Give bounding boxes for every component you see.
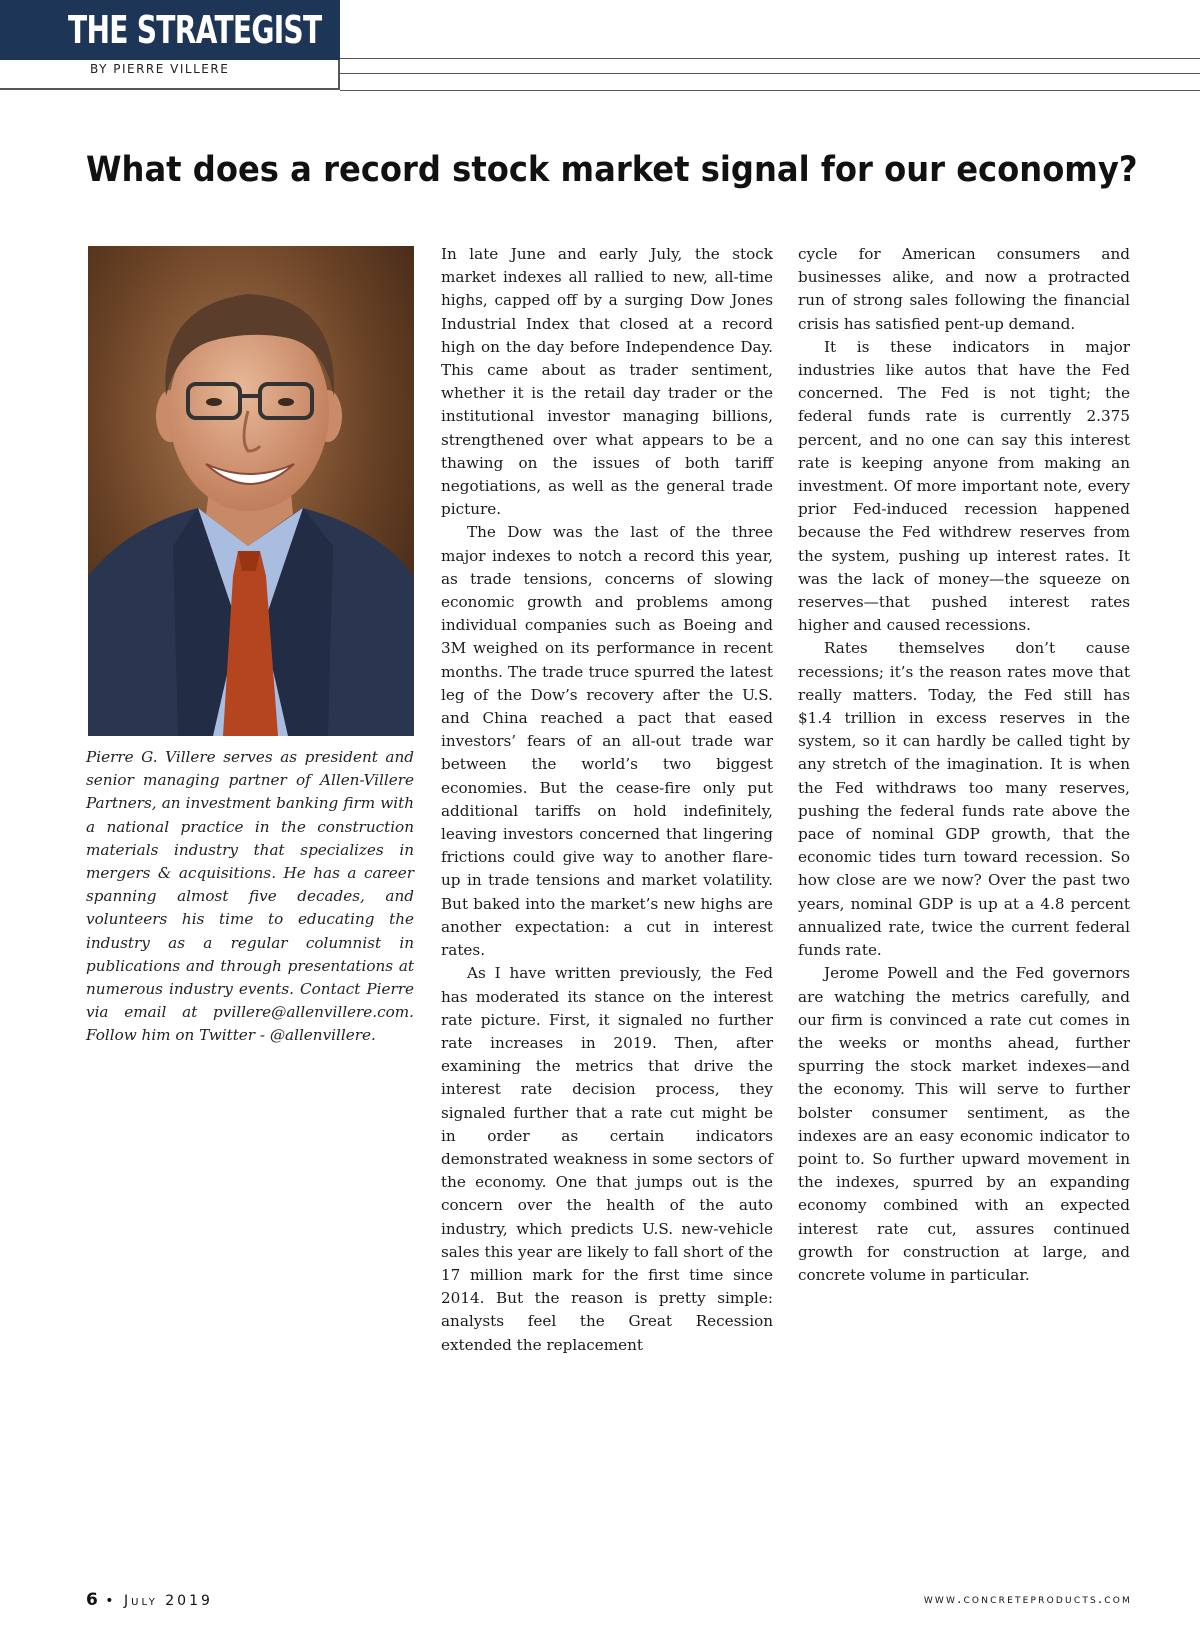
portrait-image bbox=[88, 246, 414, 736]
paragraph: Rates themselves don’t cause recessions; it’s the reason rates move that really matters. Today, the Fed still has $1.4 trillion in excess reserves in the system, so it can hardly be called tight by any stretch of the imagination. It is when the Fed withdraws too many reserves, pushing the federal funds rate above the pace of nominal GDP growth, that the economic tides turn toward recession. So how close are we now? Over the past two years, nominal GDP is up at a 4.8 percent annualized rate, twice the current federal funds rate. bbox=[798, 639, 1130, 960]
paragraph: As I have written previously, the Fed has moderated its stance on the interest rate picture. First, it signaled no further rate increases in 2019. Then, after examining the metrics that drive the interest rate decision process, they signaled further that a rate cut might be in order as certain indicators demonstrated weakness in some sectors of the economy. One that jumps out is the concern over the health of the auto industry, which predicts U.S. new-vehicle sales this year are likely to fall short of the 17 million mark for the first time since 2014. But the reason is pretty simple: analysts feel the Great Recession extended the replacement bbox=[441, 964, 773, 1354]
article-headline: What does a record stock market signal for our economy? bbox=[86, 150, 1138, 190]
byline: BY PIERRE VILLERE bbox=[90, 62, 230, 76]
issue-date: July 2019 bbox=[124, 1593, 213, 1609]
page-number: 6 bbox=[86, 1590, 98, 1610]
paragraph: It is these indicators in major industries like autos that have the Fed concerned. The Fed is not tight; the federal funds rate is currently 2.375 percent, and no one can say this interest rate is keeping anyone from making an investment. Of more important note, every prior Fed-induced recession happened because the Fed withdrew reserves from the system, pushing up interest rates. It was the lack of money—the squeeze on reserves—that pushed interest rates higher and caused recessions. bbox=[798, 337, 1130, 635]
paragraph: Jerome Powell and the Fed governors are watching the metrics carefully, and our firm is convinced a rate cut comes in the weeks or months ahead, further spurring the stock market indexes—and the economy. This will serve to further bolster consumer sentiment, as the indexes are an easy economic indicator to point to. So further upward movement in the indexes, spurred by an expanding economy combined with an expected interest rate cut, assures continued growth for construction at large, and concrete volume in particular. bbox=[798, 964, 1130, 1284]
header-rule bbox=[340, 58, 1200, 59]
footer-separator: • bbox=[105, 1593, 117, 1609]
paragraph: The Dow was the last of the three major indexes to notch a record this year, as trade tensions, concerns of slowing economic growth and problems among individual companies such as Boeing and 3M weighed on its performance in recent months. The trade truce spurred the latest leg of the Dow’s recovery after the U.S. and China reached a pact that eased investors’ fears of an all-out trade war between the world’s two biggest economies. But the cease-fire only put additional tariffs on hold indefinitely, leaving investors concerned that lingering frictions could give way to another flare-up in trade tensions and market volatility. But baked into the market’s new highs are another expectation: a cut in interest rates. bbox=[441, 523, 773, 960]
column-title: THE STRATEGIST bbox=[68, 8, 322, 52]
author-bio-caption: Pierre G. Villere serves as president and senior managing partner of Allen-Villere Partners, an investment banking firm with a national practice in the construction materials industry that specializes in mergers & acquisitions. He has a career spanning almost five decades, and volunteers his time to educating the industry as a regular columnist in publications and through presentations at numerous industry events. Contact Pierre via email at pvillere@allenvillere.com. Follow him on Twitter - @allenvillere. bbox=[86, 748, 414, 1045]
masthead bbox=[0, 0, 340, 60]
header-rule bbox=[340, 90, 1200, 91]
header-rule bbox=[340, 73, 1200, 74]
website-link[interactable]: www.concreteproducts.com bbox=[923, 1592, 1132, 1607]
paragraph: In late June and early July, the stock market indexes all rallied to new, all-time highs, capped off by a surging Dow Jones Industrial Index that closed at a record high on the day before Independence Day. This came about as trader sentiment, whether it is the retail day trader or the institutional investor managing billions, strengthened over what appears to be a thawing on the issues of both tariff negotiations, as well as the general trade picture. bbox=[441, 245, 773, 519]
article-column-1 bbox=[441, 243, 773, 1357]
article-column-2 bbox=[798, 243, 1130, 1287]
author-photo bbox=[88, 246, 414, 736]
page-footer-left bbox=[86, 1590, 213, 1610]
paragraph: cycle for American consumers and businesses alike, and now a protracted run of strong sales following the financial crisis has satisfied pent-up demand. bbox=[798, 245, 1130, 333]
